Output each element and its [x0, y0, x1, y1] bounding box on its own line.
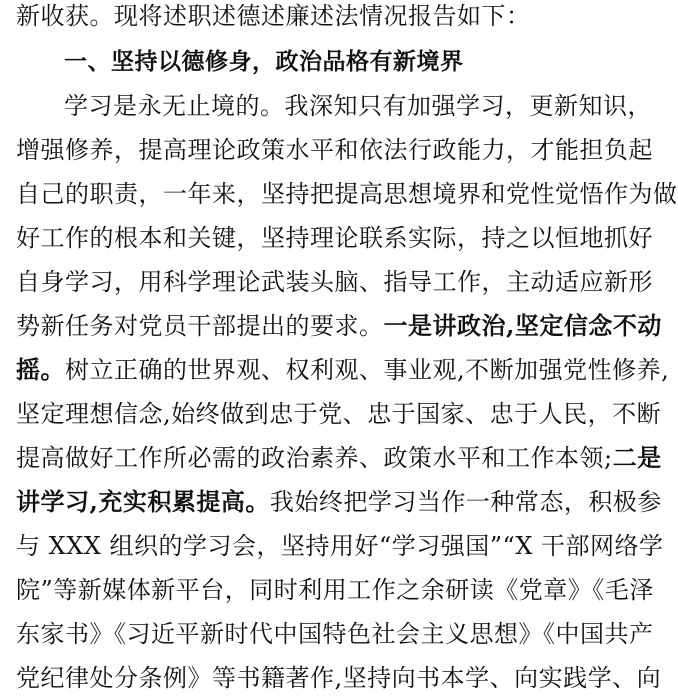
paragraph-line: 院”等新媒体新平台，同时利用工作之余研读《党章》《毛泽	[16, 576, 654, 604]
paragraph-line	[16, 350, 670, 390]
paragraph-line: 与 XXX 组织的学习会，坚持用好“学习强国”“X 干部网络学	[16, 532, 664, 560]
intro-line: 新收获。现将述职述德述廉述法情况报告如下：	[16, 2, 531, 30]
paragraph-line	[16, 306, 662, 346]
paragraph-line: 自己的职责，一年来，坚持把提高思想境界和党性觉悟作为做	[16, 180, 678, 208]
paragraph-line: 增强修养，提高理论政策水平和依法行政能力，才能担负起	[16, 136, 653, 164]
bold-emphasis: 一是讲政治,坚定信念不动	[383, 311, 662, 340]
bold-emphasis: 摇。	[16, 355, 65, 384]
paragraph-text: 提高做好工作所必需的政治素养、政策水平和工作本领;	[16, 444, 613, 472]
paragraph-text: 势新任务对党员干部提出的要求。	[16, 312, 384, 340]
paragraph-line	[16, 482, 662, 522]
paragraph-line: 好工作的根本和关键，坚持理论联系实际，持之以恒地抓好	[16, 224, 653, 252]
paragraph-line: 自身学习，用科学理论武装头脑、指导工作，主动适应新形	[16, 268, 653, 296]
paragraph-text: 树立正确的世界观、权利观、事业观,不断加强党性修养,	[65, 356, 670, 384]
section-heading: 一、坚持以德修身，政治品格有新境界	[64, 49, 464, 75]
paragraph-line: 东家书》《习近平新时代中国特色社会主义思想》《中国共产	[16, 620, 654, 648]
paragraph-line	[16, 438, 662, 478]
bold-emphasis: 二是	[612, 443, 662, 472]
paragraph-line: 学习是永无止境的。我深知只有加强学习，更新知识，	[64, 92, 652, 120]
paragraph-line: 坚定理想信念,始终做到忠于党、忠于国家、忠于人民，不断	[16, 400, 662, 428]
bold-emphasis: 讲学习,充实积累提高。	[16, 487, 270, 516]
paragraph-line: 党纪律处分条例》等书籍著作,坚持向书本学、向实践学、向	[16, 664, 662, 692]
paragraph-text: 我始终把学习当作一种常态，积极参	[269, 488, 662, 516]
